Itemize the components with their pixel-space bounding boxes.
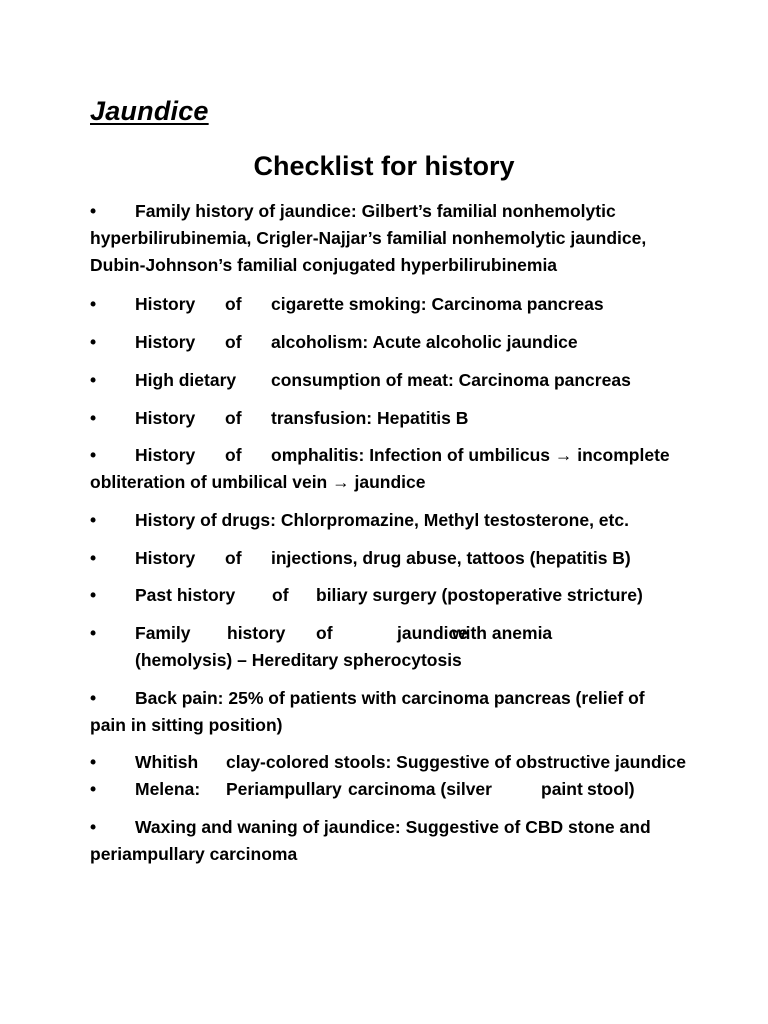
bullet-icon: • [90,445,97,465]
checklist-item-text: obliteration of umbilical vein → jaundice [90,472,426,492]
checklist-item-line [90,291,690,318]
checklist-item-line [90,198,690,225]
checklist-item [90,405,690,432]
checklist-item-line [90,225,690,252]
checklist-item-line [90,749,690,776]
bullet-icon: • [90,623,97,643]
checklist-item [90,685,690,739]
bullet-icon: • [90,548,97,568]
checklist-item-text: cigarette smoking: Carcinoma pancreas [271,294,604,314]
checklist-item-text: of [225,548,242,568]
checklist-item-line [90,545,690,572]
checklist-item [90,620,690,674]
checklist-item-text: of [316,623,333,643]
checklist-item-text: transfusion: Hepatitis B [271,408,469,428]
checklist-item-text: pain in sitting position) [90,715,283,735]
bullet-icon: • [90,370,97,390]
checklist-item-line [90,647,690,674]
bullet-icon: • [90,294,97,314]
checklist-item-text: with anemia [452,623,553,643]
checklist-item [90,291,690,318]
checklist-item-text: omphalitis: Infection of umbilicus → incomplete [271,445,670,465]
checklist-item-text: History [135,445,196,465]
checklist-item [90,814,690,868]
checklist-item-line [90,469,690,496]
bullet-icon: • [90,585,97,605]
checklist-item-line [90,442,690,469]
checklist-item-line [90,367,690,394]
checklist-item-line [90,841,690,868]
checklist-item-text: (hemolysis) – Hereditary spherocytosis [135,650,462,670]
section-heading: Checklist for history [253,151,515,181]
checklist-item [90,582,690,609]
checklist-item-line [90,252,690,279]
checklist-item-text: jaundice [397,623,468,643]
checklist-item [90,545,690,572]
checklist-item-text: High dietary [135,370,237,390]
checklist-item-line [90,776,690,803]
bullet-icon: • [90,510,97,530]
checklist-item-text: consumption of meat: Carcinoma pancreas [271,370,631,390]
checklist-item-text: Dubin-Johnson’s familial conjugated hyperbilirubinemia [90,255,558,275]
document-title: Jaundice [90,96,209,126]
checklist-item-text: carcinoma (silver [348,779,492,799]
checklist-item-line [90,507,690,534]
checklist-item-text: injections, drug abuse, tattoos (hepatitis B) [271,548,631,568]
checklist-item-text: history [227,623,286,643]
checklist-item-text: Family [135,623,191,643]
checklist-item-line [90,814,690,841]
checklist-item [90,442,690,496]
checklist-item-text: hyperbilirubinemia, Crigler-Najjar’s familial nonhemolytic jaundice, [90,228,647,248]
checklist-item-line [90,685,690,712]
bullet-icon: • [90,817,97,837]
checklist-item-text: Whitish [135,752,199,772]
checklist-item-text: History of drugs: Chlorpromazine, Methyl testosterone, etc. [135,510,629,530]
checklist-item-text: of [225,408,242,428]
checklist-item-text: Family history of jaundice: Gilbert’s familial nonhemolytic [135,201,616,221]
checklist-item-text: alcoholism: Acute alcoholic jaundice [271,332,578,352]
bullet-icon: • [90,688,97,708]
checklist-item-text: of [225,332,242,352]
checklist-item-text: Past history [135,585,236,605]
checklist-item [90,507,690,534]
checklist-item-text: of [225,445,242,465]
bullet-icon: • [90,779,97,799]
bullet-icon: • [90,201,97,221]
checklist-item-line [90,582,690,609]
checklist-item [90,367,690,394]
checklist-item-text: Melena: [135,779,201,799]
bullet-icon: • [90,752,97,772]
bullet-icon: • [90,332,97,352]
checklist-item-text: Back pain: 25% of patients with carcinoma pancreas (relief of [135,688,645,708]
checklist-item-text: Periampullary [226,779,342,799]
checklist-item [90,329,690,356]
checklist-item-text: periampullary carcinoma [90,844,298,864]
checklist-item-text: biliary surgery (postoperative stricture) [316,585,643,605]
checklist-item [90,749,690,803]
checklist-item [90,198,690,279]
checklist-item-text: Waxing and waning of jaundice: Suggestive of CBD stone and [135,817,651,837]
checklist-item-text: of [272,585,289,605]
checklist-item-text: of [225,294,242,314]
checklist-item-text: History [135,408,196,428]
checklist-item-line [90,329,690,356]
checklist-item-line [90,405,690,432]
checklist-item-text: clay-colored stools: Suggestive of obstructive jaundice [226,752,686,772]
checklist-item-text: History [135,332,196,352]
checklist-item-text: stool) [587,779,635,799]
checklist-item-text: History [135,294,196,314]
checklist-item-line [90,712,690,739]
checklist-item-text: History [135,548,196,568]
checklist-item-text: paint [541,779,583,799]
checklist-item-line [90,620,690,647]
bullet-icon: • [90,408,97,428]
